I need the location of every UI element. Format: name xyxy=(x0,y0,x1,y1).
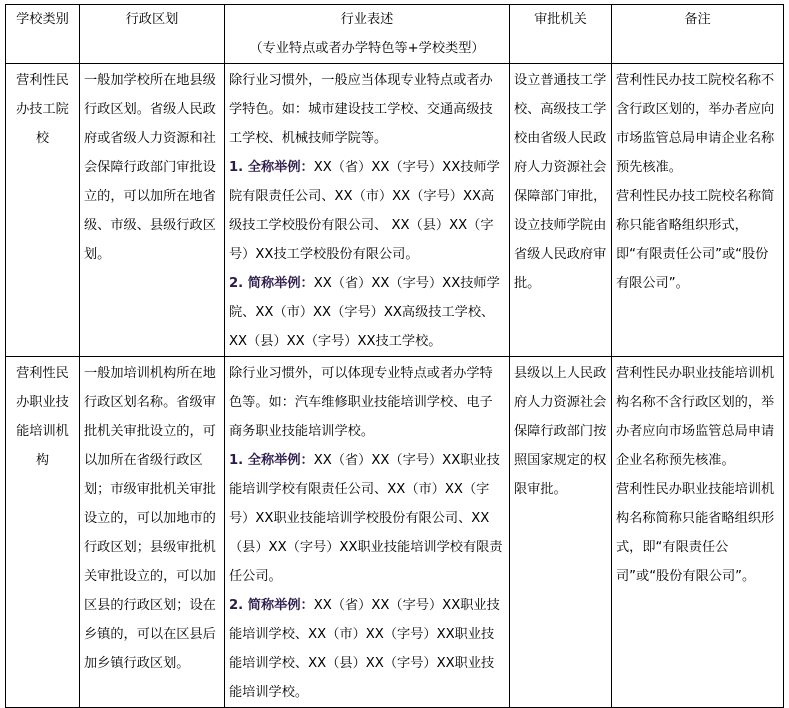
table-row xyxy=(6,357,784,708)
short-example-text: XX（省）XX（字号）XX技师学院、XX（市）XX（字号）XX高级技工学校、XX（县）XX（字号）XX技工学校。 xyxy=(229,276,500,349)
header-school-category: 学校类别 xyxy=(6,5,80,64)
full-example-label: 1. 全称举例： xyxy=(229,160,314,175)
full-example-text: XX（省）XX（字号）XX职业技能培训学校有限责任公司、XX（市）XX（字号）XX职业技能培训学校股份有限公司、XX（县）XX（字号）XX职业技能培训学校有限责任公司。 xyxy=(229,453,503,584)
header-admin-division: 行政区划 xyxy=(80,5,225,64)
cell-admin-division: 一般加学校所在地县级行政区划。省级人民政府或省级人力资源和社会保障行政部门审批设立的，可以加所在地省级、市级、县级行政区划。 xyxy=(80,64,225,357)
cell-approval-authority: 设立普通技工学校、高级技工学校由省级人民政府人力资源社会保障部门审批，设立技师学院由省级人民政府审批。 xyxy=(510,64,612,357)
full-name-example xyxy=(229,153,505,269)
short-name-example xyxy=(229,269,505,356)
industry-intro: 除行业习惯外，一般应当体现专业特点或者办学特色。如：城市建设技工学校、交通高级技工学校、机械技师学院等。 xyxy=(229,73,493,146)
cell-notes xyxy=(612,357,784,708)
note-item: 营利性民办职业技能培训机构名称简称只能省略组织形式，即“有限责任公司”或“股份有限公司”。 xyxy=(616,482,775,584)
header-row xyxy=(6,5,784,64)
cell-admin-division: 一般加培训机构所在地行政区划名称。省级审批机关审批设立的，可以加所在省级行政区划；市级审批机关审批设立的，可以加地市的行政区划；县级审批机关审批设立的，可以加区县的行政区划；设在乡镇的，可以在区县后加乡镇行政区划。 xyxy=(80,357,225,708)
short-example-label: 2. 简称举例： xyxy=(229,598,314,613)
table-row xyxy=(6,64,784,357)
cell-category: 营利性民办技工院校 xyxy=(6,64,80,357)
full-example-text: XX（省）XX（字号）XX技师学院有限责任公司、XX（市）XX（字号）XX高级技工学校股份有限公司、 XX（县）XX（字号）XX技工学校股份有限公司。 xyxy=(229,160,500,262)
note-item: 营利性民办技工院校名称简称只能省略组织形式，即“有限责任公司”或“股份有限公司”。 xyxy=(616,189,775,291)
short-example-text: XX（省）XX（字号）XX职业技能培训学校、XX（市）XX（字号）XX职业技能培训学校、XX（县）XX（字号）XX职业技能培训学校。 xyxy=(229,598,500,700)
cell-industry xyxy=(225,64,510,357)
short-name-example xyxy=(229,591,505,707)
industry-intro: 除行业习惯外，可以体现专业特点或者办学特色等。如：汽车维修职业技能培训学校、电子商务职业技能培训学校。 xyxy=(229,366,493,439)
cell-approval-authority: 县级以上人民政府人力资源社会保障行政部门按照国家规定的权限审批。 xyxy=(510,357,612,708)
short-example-label: 2. 简称举例： xyxy=(229,276,314,291)
header-notes: 备注 xyxy=(612,5,784,64)
header-industry-title: 行业表述 xyxy=(340,12,394,27)
note-item: 营利性民办职业技能培训机构名称不含行政区划的，举办者应向市场监管总局申请企业名称预先核准。 xyxy=(616,366,775,468)
school-naming-table xyxy=(5,4,784,708)
full-name-example xyxy=(229,446,505,591)
header-industry-expression xyxy=(225,5,510,64)
full-example-label: 1. 全称举例： xyxy=(229,453,314,468)
header-industry-subtitle: （专业特点或者办学特色等+学校类型） xyxy=(249,41,485,56)
cell-category: 营利性民办职业技能培训机构 xyxy=(6,357,80,708)
cell-notes xyxy=(612,64,784,357)
note-item: 营利性民办技工院校名称不含行政区划的，举办者应向市场监管总局申请企业名称预先核准。 xyxy=(616,73,775,175)
header-approval-authority: 审批机关 xyxy=(510,5,612,64)
cell-industry xyxy=(225,357,510,708)
